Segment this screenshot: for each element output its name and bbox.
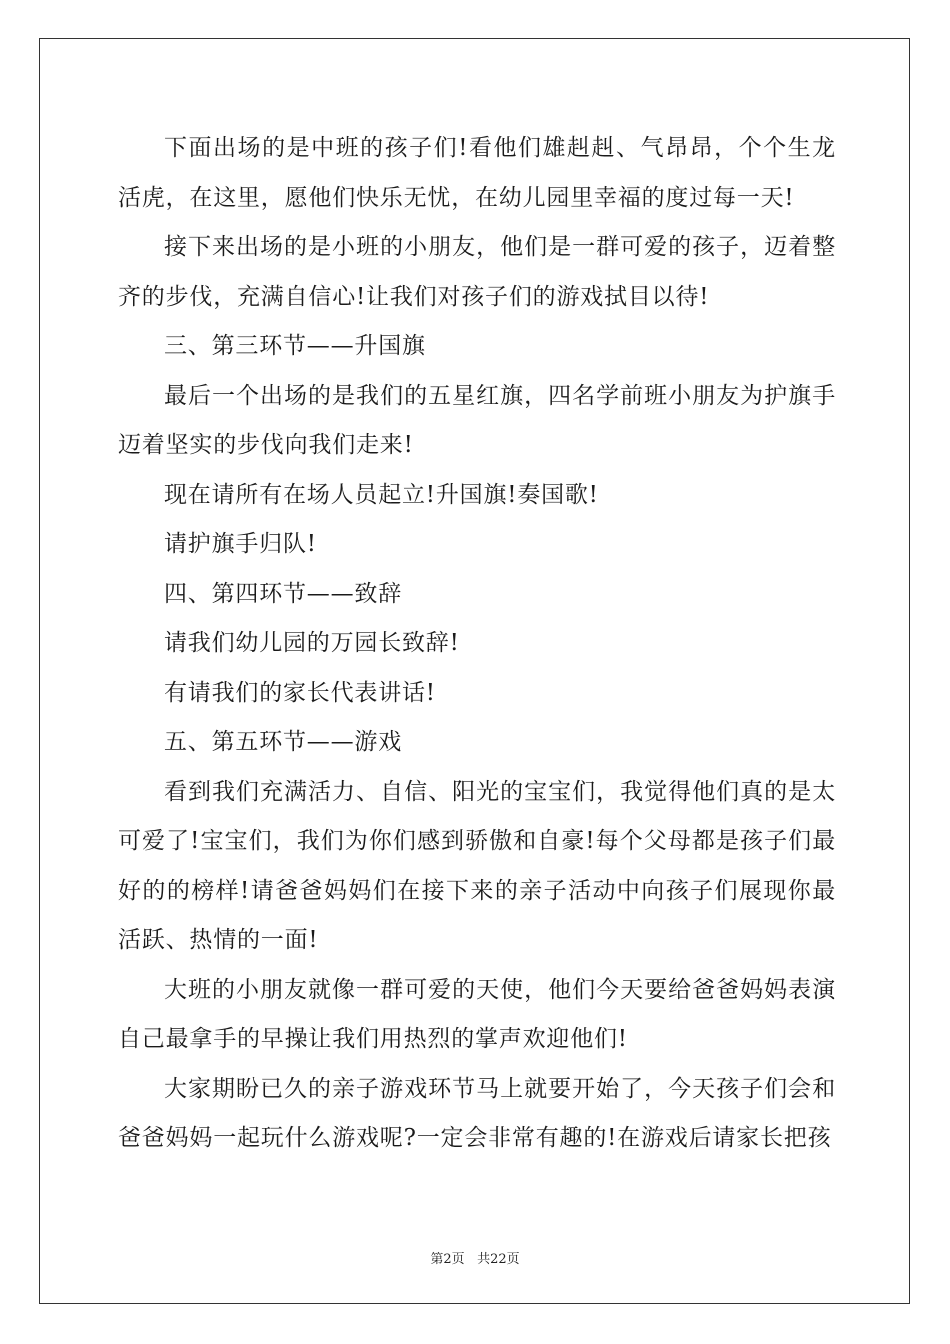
paragraph: 大班的小朋友就像一群可爱的天使，他们今天要给爸爸妈妈表演自己最拿手的早操让我们用热烈的掌声欢迎他们! xyxy=(118,976,836,1052)
paragraph: 下面出场的是中班的孩子们!看他们雄赳赳、气昂昂，个个生龙活虎，在这里，愿他们快乐无忧，在幼儿园里幸福的度过每一天! xyxy=(118,135,836,211)
page-total: 共22页 xyxy=(477,1252,520,1267)
paragraph: 接下来出场的是小班的小朋友，他们是一群可爱的孩子，迈着整齐的步伐，充满自信心!让我们对孩子们的游戏拭目以待! xyxy=(118,234,836,310)
paragraph: 请护旗手归队! xyxy=(164,531,317,557)
paragraph: 有请我们的家长代表讲话! xyxy=(164,679,436,706)
paragraph: 大家期盼已久的亲子游戏环节马上就要开始了，今天孩子们会和爸爸妈妈一起玩什么游戏呢?一定会非常有趣的!在游戏后请家长把孩 xyxy=(118,1075,836,1151)
document-body xyxy=(118,124,836,1164)
section-heading: 四、第四环节——致辞 xyxy=(164,580,402,607)
section-heading: 五、第五环节——游戏 xyxy=(164,729,402,755)
paragraph: 现在请所有在场人员起立!升国旗!奏国歌! xyxy=(164,481,599,508)
paragraph: 最后一个出场的是我们的五星红旗，四名学前班小朋友为护旗手迈着坚实的步伐向我们走来! xyxy=(118,382,836,458)
paragraph: 看到我们充满活力、自信、阳光的宝宝们，我觉得他们真的是太可爱了!宝宝们，我们为你们感到骄傲和自豪!每个父母都是孩子们最好的的榜样!请爸爸妈妈们在接下来的亲子活动中向孩子们展现你最活跃、热情的一面! xyxy=(118,778,836,953)
section-heading: 三、第三环节——升国旗 xyxy=(164,333,426,359)
page-footer xyxy=(0,1248,950,1267)
page-number: 第2页 xyxy=(430,1252,465,1267)
paragraph: 请我们幼儿园的万园长致辞! xyxy=(164,630,460,656)
